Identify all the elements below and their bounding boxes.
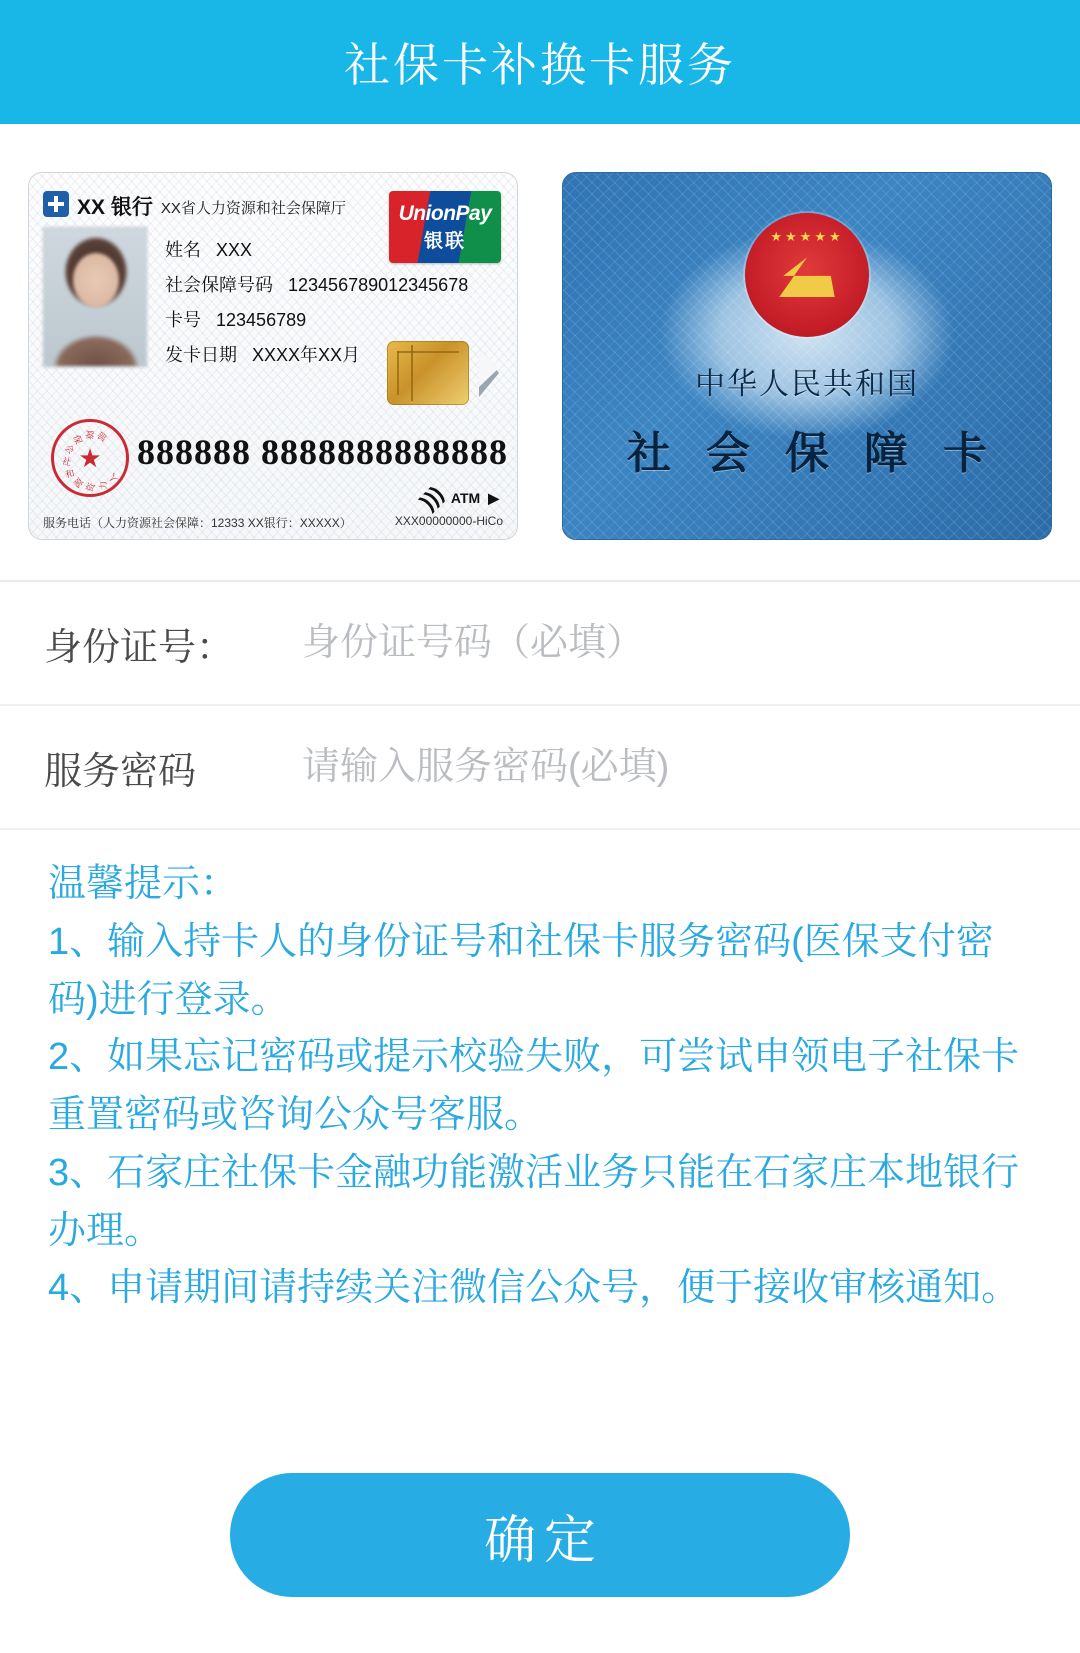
card-field-issuedate-value: XXXX年XX月 — [252, 345, 361, 366]
service-password-label: 服务密码 — [44, 750, 197, 793]
card-back-sample — [562, 172, 1052, 540]
submit-area — [0, 1473, 1080, 1597]
tips-item-4: 4、申请期间请持续关注微信公众号，便于接收审核通知。 — [48, 1267, 1020, 1310]
insert-arrow-icon — [479, 349, 499, 397]
id-number-input[interactable] — [302, 622, 1036, 665]
issuing-department-name: XX省人力资源和社会保障厅 — [160, 200, 346, 217]
page-title: 社保卡补换卡服务 — [344, 39, 736, 91]
card-back-title: 社 会 保 障 卡 — [627, 429, 999, 478]
card-field-ssn-label: 社会保障号码 — [165, 275, 273, 296]
page-header — [0, 0, 1080, 124]
card-field-cardno-label: 卡号 — [165, 310, 201, 331]
bank-name: XX 银行 — [77, 196, 153, 219]
card-number-embossed: 888888 8888888888888 — [137, 432, 508, 472]
tips-block — [0, 830, 1080, 1328]
card-sample-images — [0, 124, 1080, 580]
card-serial-text: XXX00000000-HiCo — [394, 514, 503, 528]
seal-ring-text: 人 力 资 源 和 社 会 保 障 部 — [60, 429, 121, 494]
login-form — [0, 580, 1080, 830]
unionpay-label-en: UnionPay — [398, 201, 492, 225]
cardholder-photo — [43, 227, 147, 367]
card-back-country: 中华人民共和国 — [695, 368, 919, 401]
unionpay-label-cn: 银联 — [423, 230, 466, 252]
national-emblem-icon — [745, 213, 869, 337]
card-field-issuedate-label: 发卡日期 — [165, 345, 237, 366]
atm-label: ATM — [450, 490, 481, 506]
card-field-cardno — [165, 303, 468, 338]
service-password-row — [0, 706, 1080, 830]
ministry-seal-icon — [51, 419, 129, 497]
emblem-stars-icon: ★★★★★ — [770, 229, 844, 244]
card-field-ssn — [165, 268, 468, 303]
contactless-icon: ))) — [414, 481, 449, 515]
tips-item-2: 2、如果忘记密码或提示校验失败，可尝试申领电子社保卡重置密码或咨询公众号客服。 — [48, 1036, 1020, 1136]
confirm-button[interactable]: 确定 — [230, 1473, 850, 1597]
id-number-row — [0, 582, 1080, 706]
seal-star-icon: ★ — [78, 443, 102, 473]
tips-title: 温馨提示： — [48, 863, 239, 905]
bank-logo-icon — [43, 191, 69, 217]
card-field-name-value: XXX — [216, 240, 253, 260]
service-phone-text: 服务电话（人力资源社会保障：12333 XX银行：XXXXX） — [43, 516, 352, 530]
card-field-cardno-value: 123456789 — [216, 310, 307, 331]
id-number-label: 身份证号： — [44, 626, 235, 669]
card-chip-area — [387, 341, 499, 405]
tips-item-1: 1、输入持卡人的身份证号和社保卡服务密码(医保支付密码)进行登录。 — [48, 920, 994, 1021]
card-front-footer — [29, 514, 517, 531]
card-field-name-label: 姓名 — [165, 240, 201, 260]
service-password-input[interactable] — [302, 746, 1036, 789]
contactless-atm-marks — [414, 481, 499, 515]
card-front-sample — [28, 172, 518, 540]
tips-item-3: 3、石家庄社保卡金融功能激活业务只能在石家庄本地银行办理。 — [48, 1151, 1020, 1252]
unionpay-logo-icon — [389, 191, 501, 263]
emblem-gate-icon — [774, 253, 840, 297]
chip-icon — [387, 341, 469, 405]
atm-arrow-icon: ▶ — [488, 489, 499, 506]
card-field-ssn-value: 123456789012345678 — [288, 275, 469, 296]
